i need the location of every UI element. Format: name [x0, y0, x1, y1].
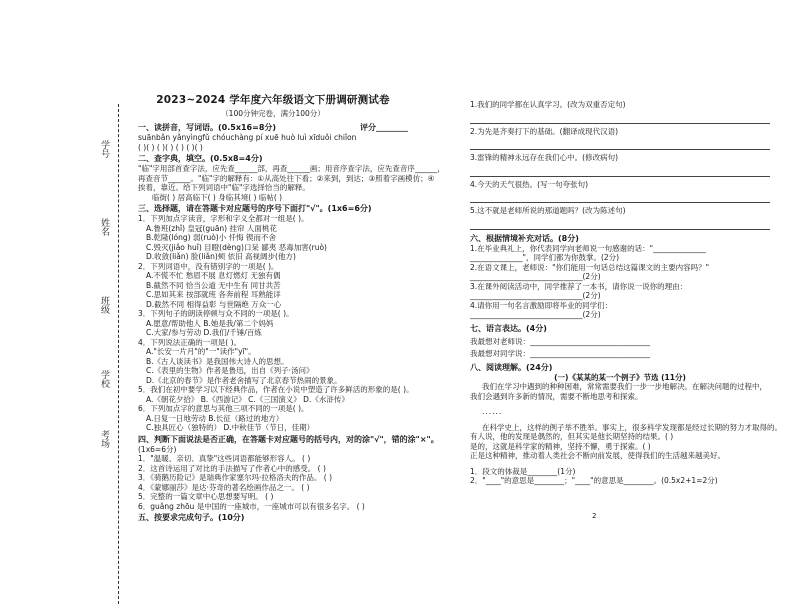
dialog-4b[interactable]: ______________________________(2分) — [470, 310, 601, 319]
side-label-name: 姓名 — [99, 218, 109, 236]
rewrite-4: 4.今天的天气很热。(写一句夸张句) — [470, 179, 589, 189]
score-field[interactable]: 评分________ — [360, 123, 408, 132]
judge-item-6[interactable]: 6．guǎng zhōu 是中国的一座城市，一座城市可以有很多名字。 ( ) — [138, 501, 365, 511]
q6-options-cd: C.独具匠心（独特的） D.中秋佳节（节日，佳期） — [146, 423, 315, 432]
page-number: 2 — [592, 512, 597, 520]
section-2-line-d[interactable]: 临街( ) 居高临下( ) 身临其境( ) 临帖( ) — [152, 192, 283, 202]
answer-line-5[interactable] — [470, 220, 770, 230]
passage-line-2: 我们会遇到许多新的情况，需要不断地思考和探索。 — [470, 391, 643, 401]
expression-teacher[interactable]: 我最想对老师说：________________________________ — [470, 336, 650, 346]
q5-options: A.《朝花夕拾》 B.《西游记》 C.《三国演义》 D.《水浒传》 — [146, 394, 349, 404]
dialog-1b[interactable]: ______________"，同学们都为你鼓掌。(2分) — [470, 253, 620, 262]
reading-question-1[interactable]: 1．段文的体裁是________(1分) — [470, 466, 576, 476]
expression-classmate[interactable]: 我最想对同学说：________________________________ — [470, 349, 650, 358]
judge-item-4[interactable]: 4．《蒙娜丽莎》是达·芬奇的著名绘画作品之一。 ( ) — [138, 482, 310, 492]
side-label-exam-room: 考场 — [99, 430, 109, 448]
judge-item-2[interactable]: 2．这首诗运用了对比的手法描写了作者心中的感受。 ( ) — [138, 463, 326, 473]
q4-option-c: C.《表里的生物》作者是鲁迅，出自《列子·汤问》 — [146, 366, 314, 375]
section-2-heading: 二、查字典，填空。(0.5x8=4分) — [138, 154, 263, 163]
q2-option-b: B.截然不同 恰当公道 无中生有 同甘共苦 — [146, 280, 281, 290]
exam-subtitle: （100分钟完卷，满分100分） — [221, 109, 325, 118]
passage-line-1: 我们在学习中遇到的种种困难，常常需要我们一步一步地解决。在解决问题的过程中， — [482, 382, 767, 391]
dialog-2b[interactable]: ______________________________(2分) — [470, 272, 601, 281]
dialog-3a: 3.在课外阅读活动中，同学推荐了一本书，请你说一说你的理由： — [470, 281, 688, 291]
dialog-4a: 4.请你用一句名言激励即将毕业的同学们： — [470, 300, 613, 310]
q2-option-c: C.思如其来 按部就班 各奔前程 耳熟能详 — [146, 290, 281, 299]
section-2-line-b: 再查音节______。"临"字的解释有：①从高处往下看；②来到，到达；③照着字画模仿；④ — [138, 173, 435, 183]
rewrite-2: 2.为先是齐奏打下的基础。(翻译成现代汉语) — [470, 126, 619, 136]
judge-item-3[interactable]: 3．《骑鹅历险记》是瑞典作家塞尔玛·拉格洛夫的作品。 ( ) — [138, 473, 333, 482]
q4-option-a: A."长安一片月"的"一"读作"yī"。 — [146, 347, 256, 356]
side-label-school: 学校 — [99, 370, 109, 388]
q2-option-a: A.不慌不忙 愁眉不展 息灯燃灯 无独有偶 — [146, 271, 281, 280]
side-label-xuehao: 学号 — [99, 140, 109, 158]
answer-line-3[interactable] — [470, 167, 770, 177]
q3-options-cd: C.大家/参与劳动 D.我们/千锤/百炼 — [146, 328, 262, 337]
q4-option-d: D.《北京的春节》是作者老舍描写了北京春节热闹的景象。 — [146, 375, 342, 385]
q1-stem: 1．下列加点字读音，字形和字义全都对一组是( )。 — [138, 214, 309, 223]
rewrite-5: 5.这不就是老师所说的那道题吗？(改为陈述句) — [470, 206, 626, 215]
reading-1-title: (一)《某某的某一个例子》节选 (11分) — [554, 372, 686, 382]
section-2-line-c: 挨着，靠近。给下列词语中"临"字选择恰当的解释。 — [138, 183, 310, 192]
q2-option-d: D.截然不同 相得益彰 与世隔绝 万众一心 — [146, 299, 282, 309]
passage-line-5: 是的，这就是科学家的精神，坚持不懈，勇于探索。( ) — [470, 441, 651, 451]
q5-stem: 5．我们在初中要学习以下经典作品，作者在小说中塑造了许多鲜活的形象的是( )。 — [138, 385, 414, 394]
section-5-heading: 五、按要求完成句子。(10分) — [138, 513, 245, 522]
section-6-heading: 六、根据情境补充对话。(8分) — [470, 233, 579, 243]
exam-title: 2023~2024 学年度六年级语文下册调研测试卷 — [156, 94, 390, 106]
section-4-heading: 四、判断下面说法是否正确，在答题卡对应题号的括号内，对的涂"√"，错的涂"×"。 — [138, 434, 439, 444]
passage-ellipsis: ...... — [482, 407, 503, 416]
pinyin-answer-brackets[interactable]: ( )( ) ( )( ) ( ) ( )( ) — [138, 142, 203, 152]
q3-options-ab: A.愿意/帮助他人 B.她是我/第二个妈妈 — [146, 318, 274, 328]
left-column — [138, 92, 445, 523]
judge-item-5[interactable]: 5．完整的一篇文章中心思想要写明。 ( ) — [138, 492, 274, 501]
q1-option-a: A.鲁班(zhǐ) 皇冠(guān) 挂帘 人面桃花 — [146, 223, 277, 233]
answer-line-2[interactable] — [470, 140, 770, 150]
section-3-heading: 三、选择题，请在答题卡对应题号的序号下面打"√"。(1x6=6分) — [138, 204, 372, 213]
rewrite-1: 1.我们的同学都在认真学习。(改为双重否定句) — [470, 100, 626, 109]
binding-line — [118, 104, 119, 604]
q1-option-c: C.毁灭(jiǎo huǐ) 目瞪(dèng)口呆 鄙夷 恶毒加害(ruò) — [146, 242, 327, 252]
section-2-line-a: "临"字用部首查字法，应先查______部，再查______画；用音序查字法，应先查音序______， — [138, 164, 445, 173]
rewrite-3: 3.雷锋的精神永远存在我们心中。(修改病句) — [470, 153, 619, 162]
q4-stem: 4．下列说法正确的一项是( )。 — [138, 337, 242, 347]
q1-option-b: B.乾隆(lóng) 弱(ruò)小 忏悔 锲而不舍 — [146, 233, 276, 242]
dialog-3b[interactable]: ______________________________(2分) — [470, 291, 601, 300]
section-8-heading: 八、阅读理解。(24分) — [470, 362, 553, 372]
q4-option-b: B.《古人谈读书》是我国伟大诗人的思想。 — [146, 356, 289, 366]
side-label-class: 班级 — [99, 296, 109, 314]
q3-stem: 3．下列句子的朗读停顿与众不同的一项是( )。 — [138, 309, 294, 318]
passage-line-3: 在科学史上，这样的例子举不胜举。事实上，很多科学发现都是经过长期的努力才取得的。 — [482, 422, 782, 432]
q2-stem: 2．下列词语中，没有错别字的一项是( )。 — [138, 261, 279, 271]
section-4-score: (1x6=6分) — [138, 444, 177, 454]
dialog-2a: 2.在语文课上，老师说："你们能用一句话总结这篇课文的主要内容吗？" — [470, 262, 710, 272]
section-7-heading: 七、语言表达。(4分) — [470, 323, 547, 333]
right-column — [470, 100, 782, 486]
q1-option-d: D.收敛(liǎn) 脸(liǎn)颊 依旧 高视阔步(他方) — [146, 252, 296, 261]
answer-line-4[interactable] — [470, 193, 770, 203]
judge-item-1[interactable]: 1．"温暖、亲切、真挚"这些词语都能够形容人。 ( ) — [138, 454, 311, 463]
passage-line-4: 有人说，他的发现是偶然的，但其实是他长期坚持的结果。( ) — [470, 432, 674, 441]
section-1-title: 一、读拼音，写词语。(0.5x16=8分) — [138, 123, 277, 132]
pinyin-row: suānbǎn yǎnyìngfǔ chóuchàng pí xuē huò luì xīduǒi chiǐon — [138, 133, 357, 142]
passage-line-6: 正是这种精神，推动着人类社会不断向前发展，使得我们的生活越来越美好。 — [470, 451, 725, 460]
q6-stem: 6．下列加点字的意思与其他三项不同的一项是( )。 — [138, 404, 309, 413]
dialog-1a[interactable]: 1.在毕业典礼上，你代表同学向老师说一句感谢的话："______________ — [470, 243, 706, 253]
answer-line-1[interactable] — [470, 114, 770, 124]
section-1-heading — [138, 123, 408, 133]
q6-options-ab: A.日复一日地劳动 B.长征（路过的地方） — [146, 413, 284, 423]
reading-question-2[interactable]: 2．"____"的意思是________；"____"的意思是________。(0.5x2+1=2分) — [470, 476, 718, 485]
